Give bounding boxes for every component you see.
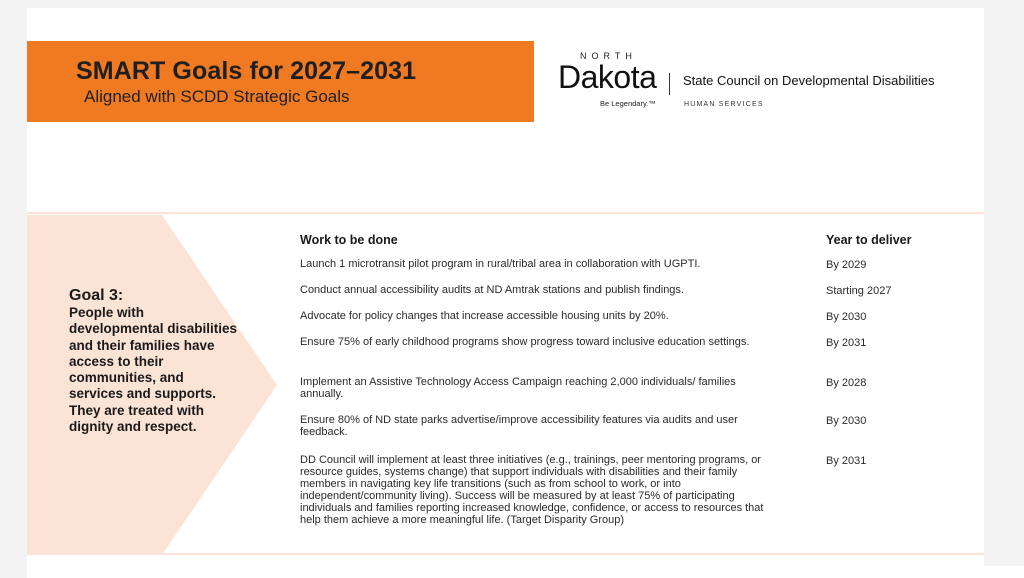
document-page — [27, 8, 984, 578]
year-column-header: Year to deliver — [826, 233, 912, 247]
task-row-5: Implement an Assistive Technology Access Campaign reaching 2,000 individuals/ families annually. — [300, 376, 736, 400]
logo-divider — [669, 73, 670, 95]
task-row-6: Ensure 80% of ND state parks advertise/improve accessibility features via audits and user feedback. — [300, 414, 738, 438]
logo-tagline: Be Legendary.™ — [600, 99, 656, 108]
north-dakota-logo — [558, 51, 978, 121]
section-top-divider — [27, 212, 984, 214]
page-subtitle: Aligned with SCDD Strategic Goals — [84, 87, 350, 106]
year-row-1: By 2029 — [826, 259, 867, 271]
logo-north-text: NORTH — [580, 51, 637, 61]
title-banner — [27, 41, 534, 122]
page-corner-overlay — [772, 566, 1024, 578]
year-row-7: By 2031 — [826, 455, 867, 467]
goal-label: Goal 3: — [69, 287, 124, 304]
goal-description — [69, 287, 239, 435]
year-row-2: Starting 2027 — [826, 285, 892, 297]
goal-statement: People with developmental disabilities and their families have access to their communities, and services and supports. They are treated with dignity and respect. — [69, 305, 238, 435]
task-row-1: Launch 1 microtransit pilot program in rural/tribal area in collaboration with UGPTI. — [300, 258, 701, 270]
year-row-3: By 2030 — [826, 311, 867, 323]
logo-dakota-wordmark: Dakota — [558, 59, 657, 95]
task-row-4: Ensure 75% of early childhood programs show progress toward inclusive education settings. — [300, 336, 750, 348]
page-title: SMART Goals for 2027–2031 — [76, 57, 417, 85]
task-row-3: Advocate for policy changes that increase accessible housing units by 20%. — [300, 310, 669, 322]
work-column-header: Work to be done — [300, 233, 398, 247]
year-row-4: By 2031 — [826, 337, 867, 349]
task-row-7: DD Council will implement at least three initiatives (e.g., trainings, peer mentoring programs, or resource guides, systems change) that support individuals with disabilities and their family members in navigating key life transitions (such as from school to work, or into independent/community living). Success will be measured by at least 75% of participating individuals and families reporting increased knowledge, confidence, or access to resources that help them achieve a more meaningful life. (Target Disparity Group) — [300, 454, 764, 526]
logo-department: HUMAN SERVICES — [684, 101, 764, 108]
task-row-2: Conduct annual accessibility audits at ND Amtrak stations and publish findings. — [300, 284, 684, 296]
year-row-6: By 2030 — [826, 415, 867, 427]
year-row-5: By 2028 — [826, 377, 867, 389]
logo-council-name: State Council on Developmental Disabilities — [683, 73, 935, 88]
section-bottom-divider — [27, 553, 984, 555]
